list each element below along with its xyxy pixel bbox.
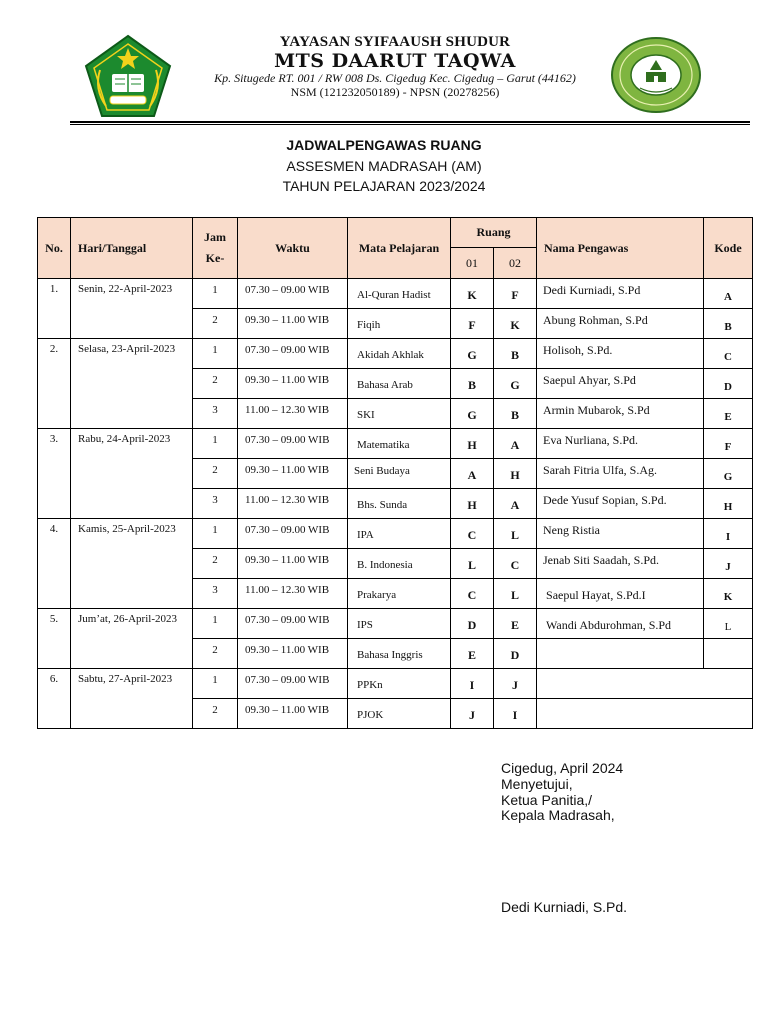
session-number: 3	[193, 579, 238, 609]
room-02-cell: I	[494, 699, 537, 729]
header-room-01: 01	[451, 248, 494, 279]
proctor-cell: Eva Nurliana, S.Pd.	[537, 429, 704, 459]
subject-cell: Matematika	[348, 429, 451, 459]
seal-icon	[610, 36, 702, 114]
time-cell: 11.00 – 12.30 WIB	[238, 579, 348, 609]
code-cell: I	[704, 519, 753, 549]
academic-year: TAHUN PELAJARAN 2023/2024	[282, 178, 486, 194]
time-cell: 07.30 – 09.00 WIB	[238, 519, 348, 549]
table-row	[38, 519, 753, 549]
signature-role-committee: Ketua Panitia,/	[501, 792, 593, 808]
code-cell: E	[704, 399, 753, 429]
session-number: 1	[193, 429, 238, 459]
code-cell: C	[704, 339, 753, 369]
school-registration-numbers: NSM (121232050189) - NPSN (20278256)	[290, 85, 500, 99]
time-cell: 07.30 – 09.00 WIB	[238, 429, 348, 459]
proctor-cell: Jenab Siti Saadah, S.Pd.	[537, 549, 704, 579]
time-cell: 11.00 – 12.30 WIB	[238, 489, 348, 519]
kemenag-logo	[82, 34, 174, 118]
room-01-cell: H	[451, 489, 494, 519]
code-cell: J	[704, 549, 753, 579]
emblem-icon	[82, 34, 174, 118]
session-number: 1	[193, 519, 238, 549]
header-session	[193, 218, 238, 279]
room-02-cell: K	[494, 309, 537, 339]
time-cell: 07.30 – 09.00 WIB	[238, 609, 348, 639]
code-cell: H	[704, 489, 753, 519]
signature-approval: Menyetujui,	[501, 776, 573, 792]
time-cell: 07.30 – 09.00 WIB	[238, 339, 348, 369]
room-01-cell: E	[451, 639, 494, 669]
proctor-cell	[537, 639, 704, 669]
room-01-cell: G	[451, 399, 494, 429]
day-number: 3.	[38, 429, 71, 519]
session-number: 1	[193, 339, 238, 369]
header-room: Ruang	[451, 218, 537, 248]
proctor-cell: Saepul Ahyar, S.Pd	[537, 369, 704, 399]
subject-cell: Prakarya	[348, 579, 451, 609]
room-01-cell: L	[451, 549, 494, 579]
room-01-cell: B	[451, 369, 494, 399]
room-02-cell: A	[494, 489, 537, 519]
proctor-cell: Wandi Abdurohman, S.Pd	[537, 609, 704, 639]
day-date: Selasa, 23-April-2023	[71, 339, 193, 429]
day-number: 6.	[38, 669, 71, 729]
proctor-cell: Holisoh, S.Pd.	[537, 339, 704, 369]
document-subtitle: ASSESMEN MADRASAH (AM)	[286, 158, 482, 174]
table-row	[38, 339, 753, 369]
session-number: 2	[193, 699, 238, 729]
time-cell: 09.30 – 11.00 WIB	[238, 369, 348, 399]
school-name: MTS DAARUT TAQWA	[274, 50, 516, 72]
subject-cell: Seni Budaya	[348, 459, 451, 489]
time-cell: 11.00 – 12.30 WIB	[238, 399, 348, 429]
code-cell: F	[704, 429, 753, 459]
time-cell: 09.30 – 11.00 WIB	[238, 699, 348, 729]
room-02-cell: H	[494, 459, 537, 489]
subject-cell: Bahasa Arab	[348, 369, 451, 399]
code-cell: G	[704, 459, 753, 489]
day-date: Senin, 22-April-2023	[71, 279, 193, 339]
time-cell: 09.30 – 11.00 WIB	[238, 459, 348, 489]
header-day-date: Hari/Tanggal	[71, 218, 193, 279]
room-02-cell: E	[494, 609, 537, 639]
subject-cell: IPS	[348, 609, 451, 639]
proctor-cell: Armin Mubarok, S.Pd	[537, 399, 704, 429]
table-row	[38, 279, 753, 309]
time-cell: 07.30 – 09.00 WIB	[238, 669, 348, 699]
header-session-top: Jam	[204, 230, 226, 244]
room-01-cell: A	[451, 459, 494, 489]
table-row	[38, 609, 753, 639]
proctor-cell: Neng Ristia	[537, 519, 704, 549]
subject-cell: Akidah Akhlak	[348, 339, 451, 369]
proctor-cell: Dedi Kurniadi, S.Pd	[537, 279, 704, 309]
room-02-cell: C	[494, 549, 537, 579]
signature-place-date: Cigedug, April 2024	[501, 760, 624, 776]
day-date: Jum’at, 26-April-2023	[71, 609, 193, 669]
header-room-02: 02	[494, 248, 537, 279]
school-seal-logo	[610, 36, 702, 114]
session-number: 2	[193, 309, 238, 339]
header-no: No.	[38, 218, 71, 279]
proctor-cell: Dede Yusuf Sopian, S.Pd.	[537, 489, 704, 519]
room-02-cell: L	[494, 519, 537, 549]
header-code: Kode	[704, 218, 753, 279]
room-01-cell: F	[451, 309, 494, 339]
room-01-cell: J	[451, 699, 494, 729]
signature-role-principal: Kepala Madrasah,	[501, 807, 615, 823]
proctor-cell: Sarah Fitria Ulfa, S.Ag.	[537, 459, 704, 489]
letterhead-divider	[70, 121, 750, 123]
session-number: 3	[193, 399, 238, 429]
session-number: 1	[193, 279, 238, 309]
room-01-cell: G	[451, 339, 494, 369]
session-number: 2	[193, 639, 238, 669]
time-cell: 09.30 – 11.00 WIB	[238, 549, 348, 579]
session-number: 2	[193, 369, 238, 399]
session-number: 1	[193, 669, 238, 699]
proctor-cell: Saepul Hayat, S.Pd.I	[537, 579, 704, 609]
room-01-cell: C	[451, 519, 494, 549]
room-01-cell: K	[451, 279, 494, 309]
time-cell: 09.30 – 11.00 WIB	[238, 309, 348, 339]
day-number: 1.	[38, 279, 71, 339]
room-01-cell: H	[451, 429, 494, 459]
header-session-bottom: Ke-	[205, 251, 225, 265]
subject-cell: Bhs. Sunda	[348, 489, 451, 519]
school-address: Kp. Situgede RT. 001 / RW 008 Ds. Cigedug Kec. Cigedug – Garut (44162)	[214, 71, 576, 85]
header-subject: Mata Pelajaran	[348, 218, 451, 279]
room-02-cell: D	[494, 639, 537, 669]
signature-name: Dedi Kurniadi, S.Pd.	[501, 899, 628, 915]
room-02-cell: J	[494, 669, 537, 699]
subject-cell: Fiqih	[348, 309, 451, 339]
session-number: 3	[193, 489, 238, 519]
day-number: 4.	[38, 519, 71, 609]
time-cell: 07.30 – 09.00 WIB	[238, 279, 348, 309]
subject-cell: IPA	[348, 519, 451, 549]
subject-cell: B. Indonesia	[348, 549, 451, 579]
code-cell: B	[704, 309, 753, 339]
header-proctor-name: Nama Pengawas	[537, 218, 704, 279]
subject-cell: Bahasa Inggris	[348, 639, 451, 669]
proctor-cell	[537, 669, 753, 699]
room-02-cell: B	[494, 339, 537, 369]
table-row	[38, 429, 753, 459]
subject-cell: PPKn	[348, 669, 451, 699]
room-01-cell: D	[451, 609, 494, 639]
code-cell: A	[704, 279, 753, 309]
room-02-cell: B	[494, 399, 537, 429]
day-number: 5.	[38, 609, 71, 669]
room-02-cell: L	[494, 579, 537, 609]
day-number: 2.	[38, 339, 71, 429]
room-01-cell: C	[451, 579, 494, 609]
session-number: 1	[193, 609, 238, 639]
room-02-cell: A	[494, 429, 537, 459]
room-01-cell: I	[451, 669, 494, 699]
room-02-cell: G	[494, 369, 537, 399]
session-number: 2	[193, 459, 238, 489]
subject-cell: SKI	[348, 399, 451, 429]
room-02-cell: F	[494, 279, 537, 309]
session-number: 2	[193, 549, 238, 579]
code-cell: L	[704, 609, 753, 639]
proctor-cell: Abung Rohman, S.Pd	[537, 309, 704, 339]
document-title: JADWALPENGAWAS RUANG	[286, 137, 482, 153]
day-date: Sabtu, 27-April-2023	[71, 669, 193, 729]
subject-cell: Al-Quran Hadist	[348, 279, 451, 309]
proctor-schedule-table	[37, 217, 753, 729]
subject-cell: PJOK	[348, 699, 451, 729]
day-date: Rabu, 24-April-2023	[71, 429, 193, 519]
code-cell: D	[704, 369, 753, 399]
code-cell	[704, 639, 753, 669]
table-row	[38, 669, 753, 699]
header-time: Waktu	[238, 218, 348, 279]
time-cell: 09.30 – 11.00 WIB	[238, 639, 348, 669]
letterhead-divider-thin	[70, 124, 750, 125]
proctor-cell	[537, 699, 753, 729]
code-cell: K	[704, 579, 753, 609]
foundation-name: YAYASAN SYIFAAUSH SHUDUR	[279, 34, 511, 50]
day-date: Kamis, 25-April-2023	[71, 519, 193, 609]
